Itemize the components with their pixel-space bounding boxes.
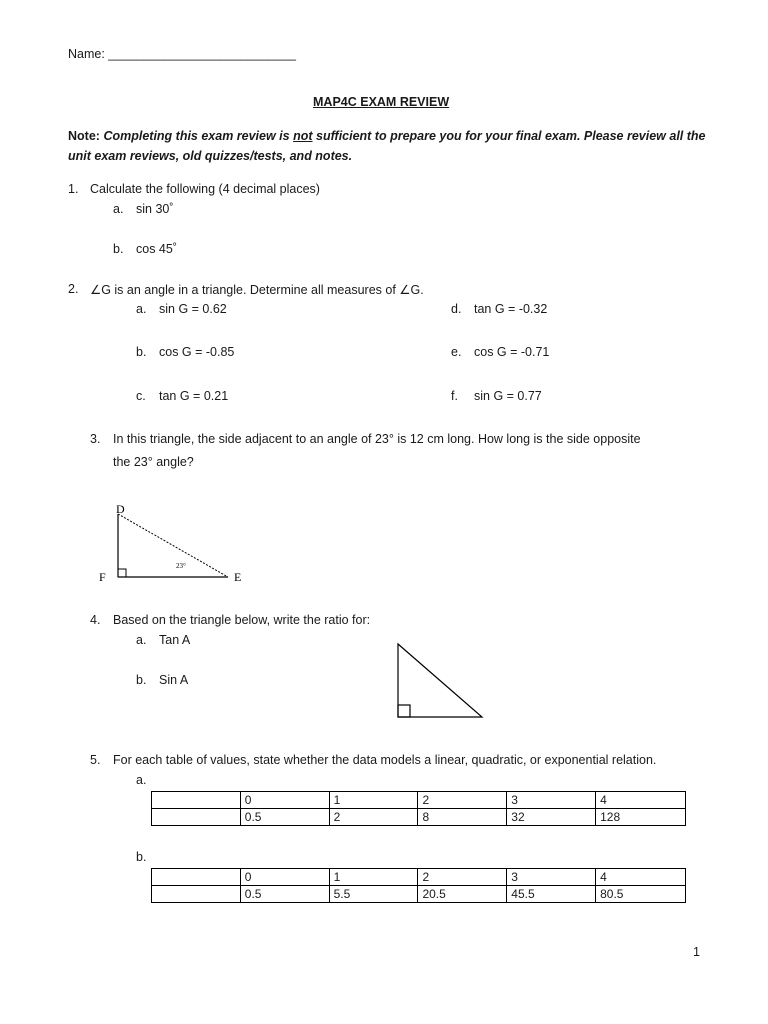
q4a-label: a.	[136, 633, 147, 647]
q1a-label: a.	[113, 202, 124, 216]
table-cell: 20.5	[418, 886, 507, 903]
table-cell: 1	[329, 792, 418, 809]
table-cell: 0	[240, 869, 329, 886]
table-cell: 1	[329, 869, 418, 886]
note-emphasis: not	[293, 129, 313, 143]
angle-label: 23°	[176, 562, 186, 570]
table-row	[152, 792, 686, 809]
table-cell: 80.5	[596, 886, 686, 903]
vertex-label-d: D	[116, 502, 125, 516]
q1-number: 1.	[68, 182, 79, 196]
q3-text-line-2: the 23° angle?	[113, 455, 194, 469]
table-cell: 8	[418, 809, 507, 826]
q1-text: Calculate the following (4 decimal places)	[90, 182, 320, 196]
q2c-text: tan G = 0.21	[159, 389, 229, 403]
q2c-label: c.	[136, 389, 146, 403]
table-b	[151, 868, 686, 903]
triangle-def-diagram	[95, 498, 255, 590]
table-cell: 2	[418, 792, 507, 809]
table-row	[152, 869, 686, 886]
q4a-text: Tan A	[159, 633, 191, 647]
page-title: MAP4C EXAM REVIEW	[313, 95, 450, 109]
q2b-text: cos G = -0.85	[159, 345, 235, 359]
table-cell: 45.5	[507, 886, 596, 903]
triangle-a-shape	[398, 644, 482, 717]
table-cell: 32	[507, 809, 596, 826]
name-field-label: Name: ___________________________	[68, 47, 296, 61]
q2d-label: d.	[451, 302, 462, 316]
q2e-label: e.	[451, 345, 462, 359]
table-b-label: b.	[136, 850, 147, 864]
table-row	[152, 886, 686, 903]
q1b-text: cos 45˚	[136, 242, 177, 256]
q5-text: For each table of values, state whether the data models a linear, quadratic, or exponential relation.	[113, 753, 657, 767]
table-cell: 0	[240, 792, 329, 809]
table-cell	[152, 886, 241, 903]
q2d-text: tan G = -0.32	[474, 302, 548, 316]
page-number: 1	[693, 945, 700, 959]
q2-number: 2.	[68, 282, 79, 296]
right-angle-marker	[398, 705, 410, 717]
q1a-text: sin 30˚	[136, 202, 174, 216]
table-cell: 4	[596, 869, 686, 886]
note-line-1: Note: Completing this exam review is not sufficient to prepare you for your final exam. Please review all the	[68, 129, 706, 143]
vertex-label-e: E	[234, 570, 242, 584]
table-a-label: a.	[136, 773, 147, 787]
q4b-text: Sin A	[159, 673, 189, 687]
table-cell: 128	[596, 809, 686, 826]
q2-text: ∠G is an angle in a triangle. Determine all measures of ∠G.	[90, 283, 424, 297]
table-cell	[152, 792, 241, 809]
q1b-label: b.	[113, 242, 124, 256]
q3-text-line-1: In this triangle, the side adjacent to an angle of 23° is 12 cm long. How long is the side opposite	[113, 432, 641, 446]
q4-number: 4.	[90, 613, 101, 627]
q4-text: Based on the triangle below, write the ratio for:	[113, 613, 371, 627]
triangle-def-hypotenuse	[118, 514, 228, 577]
q2a-text: sin G = 0.62	[159, 302, 227, 316]
q2f-text: sin G = 0.77	[474, 389, 542, 403]
vertex-label-f: F	[99, 570, 106, 584]
table-a	[151, 791, 686, 826]
table-cell: 3	[507, 869, 596, 886]
triangle-a-diagram	[390, 640, 490, 724]
table-cell: 2	[329, 809, 418, 826]
table-cell: 0.5	[240, 809, 329, 826]
table-cell	[152, 869, 241, 886]
q3-number: 3.	[90, 432, 101, 446]
table-row	[152, 809, 686, 826]
table-cell: 5.5	[329, 886, 418, 903]
q2a-label: a.	[136, 302, 147, 316]
table-cell: 4	[596, 792, 686, 809]
table-cell	[152, 809, 241, 826]
right-angle-marker	[118, 569, 126, 577]
q2e-text: cos G = -0.71	[474, 345, 550, 359]
q2f-label: f.	[451, 389, 458, 403]
note-label: Note:	[68, 129, 100, 143]
q5-number: 5.	[90, 753, 101, 767]
note-line-2: unit exam reviews, old quizzes/tests, and notes.	[68, 149, 353, 163]
table-cell: 2	[418, 869, 507, 886]
table-cell: 3	[507, 792, 596, 809]
table-cell: 0.5	[240, 886, 329, 903]
q4b-label: b.	[136, 673, 147, 687]
q2b-label: b.	[136, 345, 147, 359]
